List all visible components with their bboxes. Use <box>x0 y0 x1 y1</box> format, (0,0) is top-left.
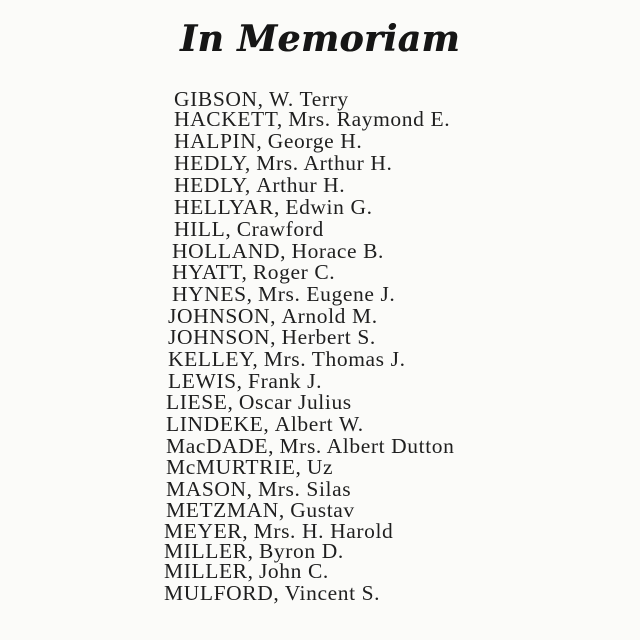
memorial-entry <box>172 240 384 262</box>
entry-surname: HELLYAR, <box>174 195 280 219</box>
entry-surname: JOHNSON, <box>168 325 277 349</box>
memorial-entry <box>174 174 345 196</box>
entry-surname: HALPIN, <box>174 129 263 153</box>
memorial-entry <box>168 305 378 327</box>
memorial-entry <box>166 456 333 478</box>
entry-given-name: Roger C. <box>252 260 336 284</box>
entry-given-name: John C. <box>258 559 329 583</box>
memorial-entry <box>164 582 380 604</box>
memorial-entry <box>164 560 329 582</box>
entry-given-name: Edwin G. <box>285 195 373 219</box>
memorial-entry <box>172 261 335 283</box>
memorial-entry <box>168 326 376 348</box>
entry-surname: MASON, <box>166 477 253 501</box>
entry-surname: LEWIS, <box>168 369 243 393</box>
entry-surname: MacDADE, <box>166 434 275 458</box>
entry-surname: JOHNSON, <box>168 304 277 328</box>
memorial-entry <box>166 391 352 413</box>
entry-given-name: Mrs. Thomas J. <box>263 347 406 371</box>
memorial-entry <box>168 370 322 392</box>
entry-given-name: Mrs. Arthur H. <box>256 151 393 175</box>
memorial-entry <box>174 130 362 152</box>
memorial-entry <box>166 413 364 435</box>
entry-given-name: Albert W. <box>274 412 364 436</box>
entry-surname: MILLER, <box>164 559 254 583</box>
entry-surname: HOLLAND, <box>172 239 287 263</box>
memorial-entry <box>174 108 450 130</box>
page-title: In Memoriam <box>180 18 460 60</box>
entry-surname: MILLER, <box>164 539 254 563</box>
entry-given-name: Frank J. <box>248 369 323 393</box>
entry-given-name: Vincent S. <box>284 581 381 605</box>
entry-surname: HACKETT, <box>174 107 283 131</box>
memorial-entry <box>166 478 351 500</box>
entry-surname: MEYER, <box>164 519 249 543</box>
entry-given-name: Crawford <box>236 217 324 241</box>
entry-surname: McMURTRIE, <box>166 455 302 479</box>
memorial-entry <box>174 152 392 174</box>
entry-surname: LINDEKE, <box>166 412 270 436</box>
memorial-entry <box>168 348 406 370</box>
entry-given-name: Mrs. Raymond E. <box>288 107 451 131</box>
entry-surname: GIBSON, <box>174 87 264 111</box>
memorial-entry <box>174 196 373 218</box>
entry-given-name: Mrs. Eugene J. <box>258 282 396 306</box>
entry-given-name: Mrs. H. Harold <box>253 519 394 543</box>
memorial-entry <box>166 499 355 521</box>
memorial-entry <box>172 283 395 305</box>
entry-surname: LIESE, <box>166 390 234 414</box>
entry-surname: HILL, <box>174 217 232 241</box>
memorial-entry <box>174 218 324 240</box>
entry-given-name: Arnold M. <box>281 304 378 328</box>
entry-surname: HYNES, <box>172 282 253 306</box>
entry-surname: KELLEY, <box>168 347 259 371</box>
entry-surname: HYATT, <box>172 260 248 284</box>
entry-given-name: Byron D. <box>258 539 344 563</box>
entry-given-name: George H. <box>267 129 363 153</box>
entry-given-name: Herbert S. <box>281 325 376 349</box>
entry-given-name: Mrs. Silas <box>258 477 352 501</box>
entry-given-name: Oscar Julius <box>238 390 352 414</box>
entry-given-name: Horace B. <box>291 239 385 263</box>
entry-surname: MULFORD, <box>164 581 280 605</box>
memorial-entry <box>166 435 455 457</box>
entry-surname: HEDLY, <box>174 173 251 197</box>
entry-surname: HEDLY, <box>174 151 251 175</box>
entry-given-name: Mrs. Albert Dutton <box>279 434 455 458</box>
entry-surname: METZMAN, <box>166 498 285 522</box>
entry-given-name: Gustav <box>290 498 355 522</box>
entry-given-name: Arthur H. <box>256 173 346 197</box>
entry-given-name: Uz <box>306 455 334 479</box>
entry-given-name: W. Terry <box>269 87 349 111</box>
